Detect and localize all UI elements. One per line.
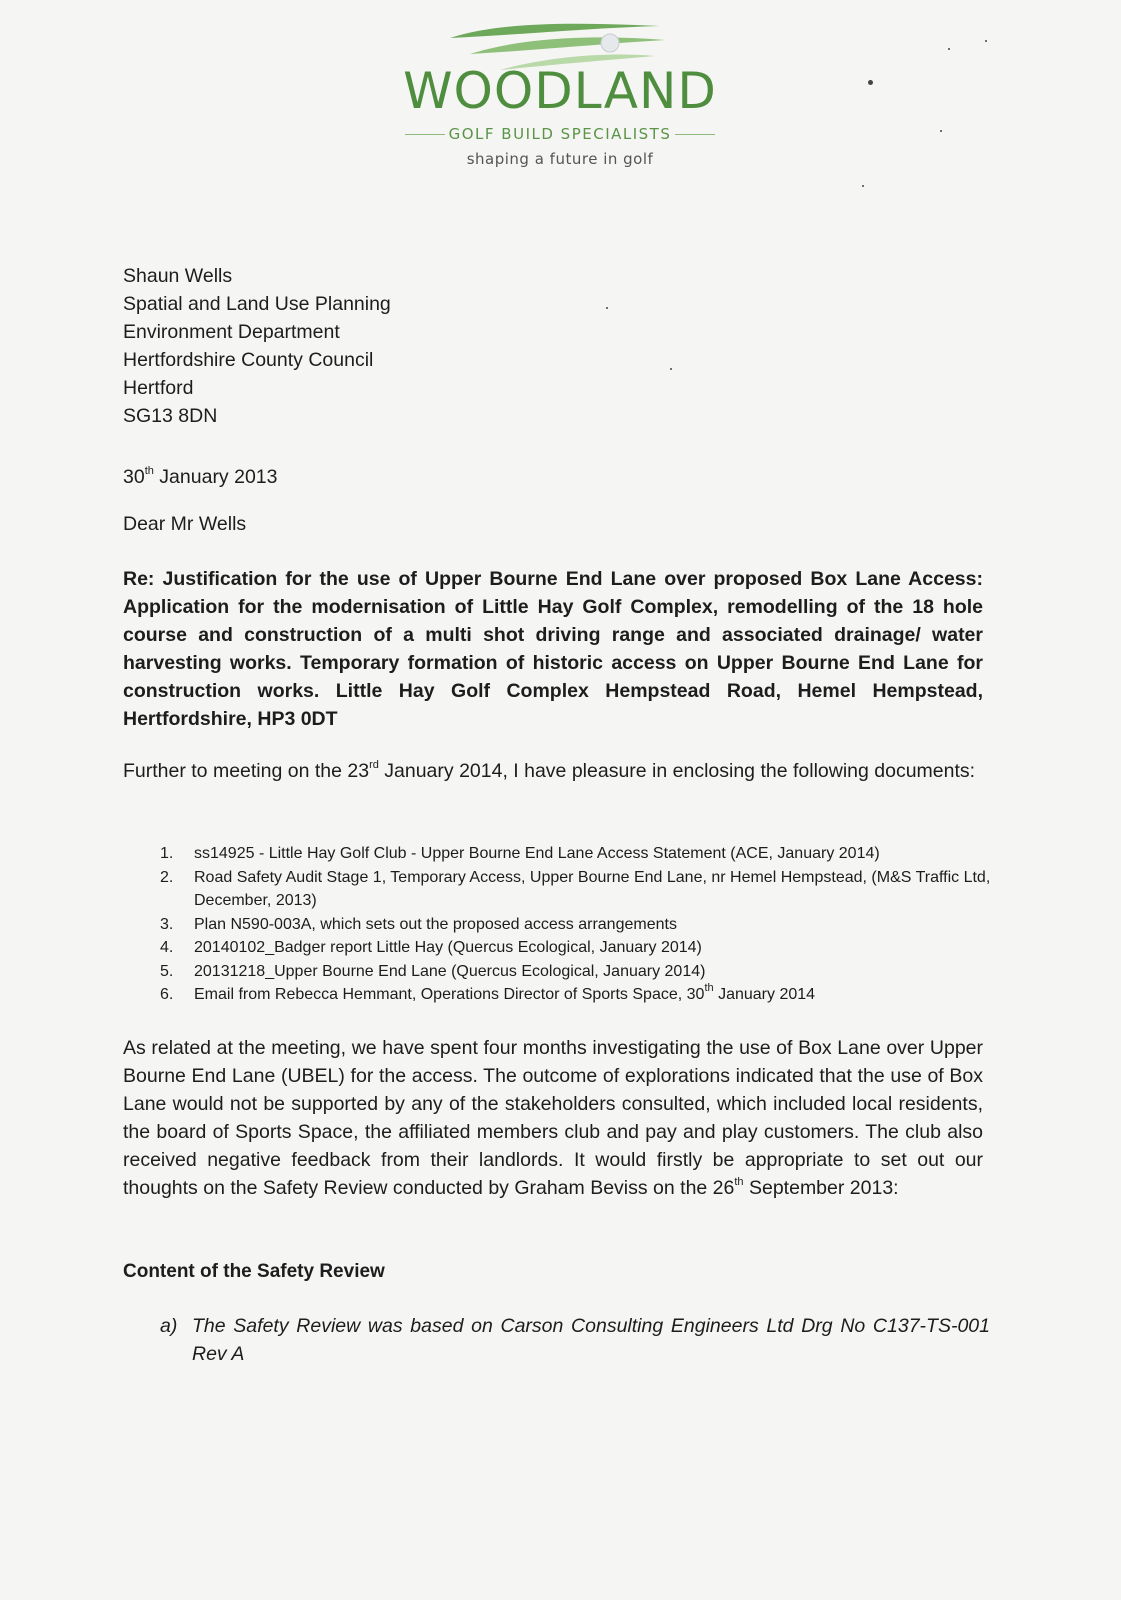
- para-after: September 2013:: [743, 1177, 899, 1199]
- address-line: Environment Department: [123, 321, 340, 343]
- address-line: Spatial and Land Use Planning: [123, 293, 391, 315]
- scan-speck: [862, 185, 864, 187]
- list-text: 20140102_Badger report Little Hay (Quercus Ecological, January 2014): [194, 939, 702, 956]
- salutation: Dear Mr Wells: [123, 513, 247, 535]
- body-paragraph: [123, 1034, 983, 1202]
- enclosed-documents-list: [160, 842, 1010, 1007]
- list-number: 4.: [160, 939, 174, 956]
- address-line: Hertford: [123, 377, 194, 399]
- brand-name: WOODLAND: [403, 62, 717, 120]
- list-text: Plan N590-003A, which sets out the proposed access arrangements: [194, 915, 677, 933]
- address-line: SG13 8DN: [123, 405, 218, 427]
- list-text: Road Safety Audit Stage 1, Temporary Access, Upper Bourne End Lane, nr Hemel Hempstead, (M&S Traffic Ltd, December, 2013): [194, 868, 991, 909]
- brand-subtitle: [380, 127, 740, 142]
- list-text-suffix: th: [704, 981, 714, 994]
- intro-before: Further to meeting on the 23: [123, 760, 370, 782]
- scan-speck: [868, 80, 873, 85]
- letterhead: [380, 10, 740, 170]
- list-number: 2.: [160, 868, 174, 886]
- list-number: 6.: [160, 986, 174, 1003]
- address-line: Shaun Wells: [123, 265, 233, 287]
- brand-subtitle-text: GOLF BUILD SPECIALISTS: [448, 125, 672, 143]
- review-point: [160, 1312, 990, 1368]
- point-text: The Safety Review was based on Carson Consulting Engineers Ltd Drg No C137-TS-001 Rev A: [192, 1315, 990, 1365]
- letter-date: [123, 463, 1003, 491]
- date-suffix: th: [144, 464, 154, 477]
- rule-right: [675, 134, 715, 135]
- rule-left: [405, 134, 445, 135]
- intro-after: January 2014, I have pleasure in enclosing the following documents:: [378, 760, 976, 782]
- address-line: Hertfordshire County Council: [123, 349, 374, 371]
- para-suffix: th: [734, 1175, 744, 1188]
- list-item: [160, 983, 1010, 1007]
- list-item: [160, 913, 1010, 937]
- list-item: [160, 842, 1010, 866]
- date-day: 30: [123, 466, 145, 488]
- scan-speck: [948, 48, 950, 50]
- para-before: As related at the meeting, we have spent four months investigating the use of Box Lane over Upper Bourne End Lane (UBEL) for the access. The outcome of explorations indicated that the use of Box Lane would not be supported by any of the stakeholders consulted, which included local residents, the board of Sports Space, the affiliated members club and pay and play customers. The club also received negative feedback from their landlords. It would firstly be appropriate to set out our thoughts on the Safety Review conducted by Graham Beviss on the 26: [123, 1037, 983, 1199]
- list-item: [160, 960, 1010, 984]
- list-number: 1.: [160, 845, 174, 862]
- list-text-before: Email from Rebecca Hemmant, Operations Director of Sports Space, 30: [194, 986, 705, 1003]
- scan-speck: [940, 130, 942, 132]
- point-letter: a): [160, 1315, 178, 1337]
- list-number: 5.: [160, 962, 174, 980]
- recipient-address: [123, 262, 1003, 430]
- section-heading: Content of the Safety Review: [123, 1261, 385, 1282]
- intro-paragraph: [123, 757, 983, 785]
- list-number: 3.: [160, 915, 174, 933]
- list-text: 20131218_Upper Bourne End Lane (Quercus Ecological, January 2014): [194, 962, 706, 980]
- scan-speck: [985, 40, 987, 42]
- intro-suffix: rd: [369, 758, 379, 771]
- subject-line: Re: Justification for the use of Upper Bourne End Lane over proposed Box Lane Access: Application for the modernisation of Little Hay Golf Complex, remodelling of the 18 hole course and construction of a multi shot driving range and associated drainage/ water harvesting works. Temporary formation of historic access on Upper Bourne End Lane for construction works. Little Hay Golf Complex Hempstead Road, Hemel Hempstead, Hertfordshire, HP3 0DT: [123, 568, 983, 730]
- brand-tagline: shaping a future in golf: [466, 150, 654, 168]
- list-text: ss14925 - Little Hay Golf Club - Upper Bourne End Lane Access Statement (ACE, January 2014): [194, 845, 880, 862]
- list-text-after: January 2014: [713, 986, 816, 1003]
- list-item: [160, 866, 1010, 913]
- date-rest: January 2013: [153, 466, 278, 488]
- list-text: [194, 983, 1010, 1007]
- list-item: [160, 936, 1010, 960]
